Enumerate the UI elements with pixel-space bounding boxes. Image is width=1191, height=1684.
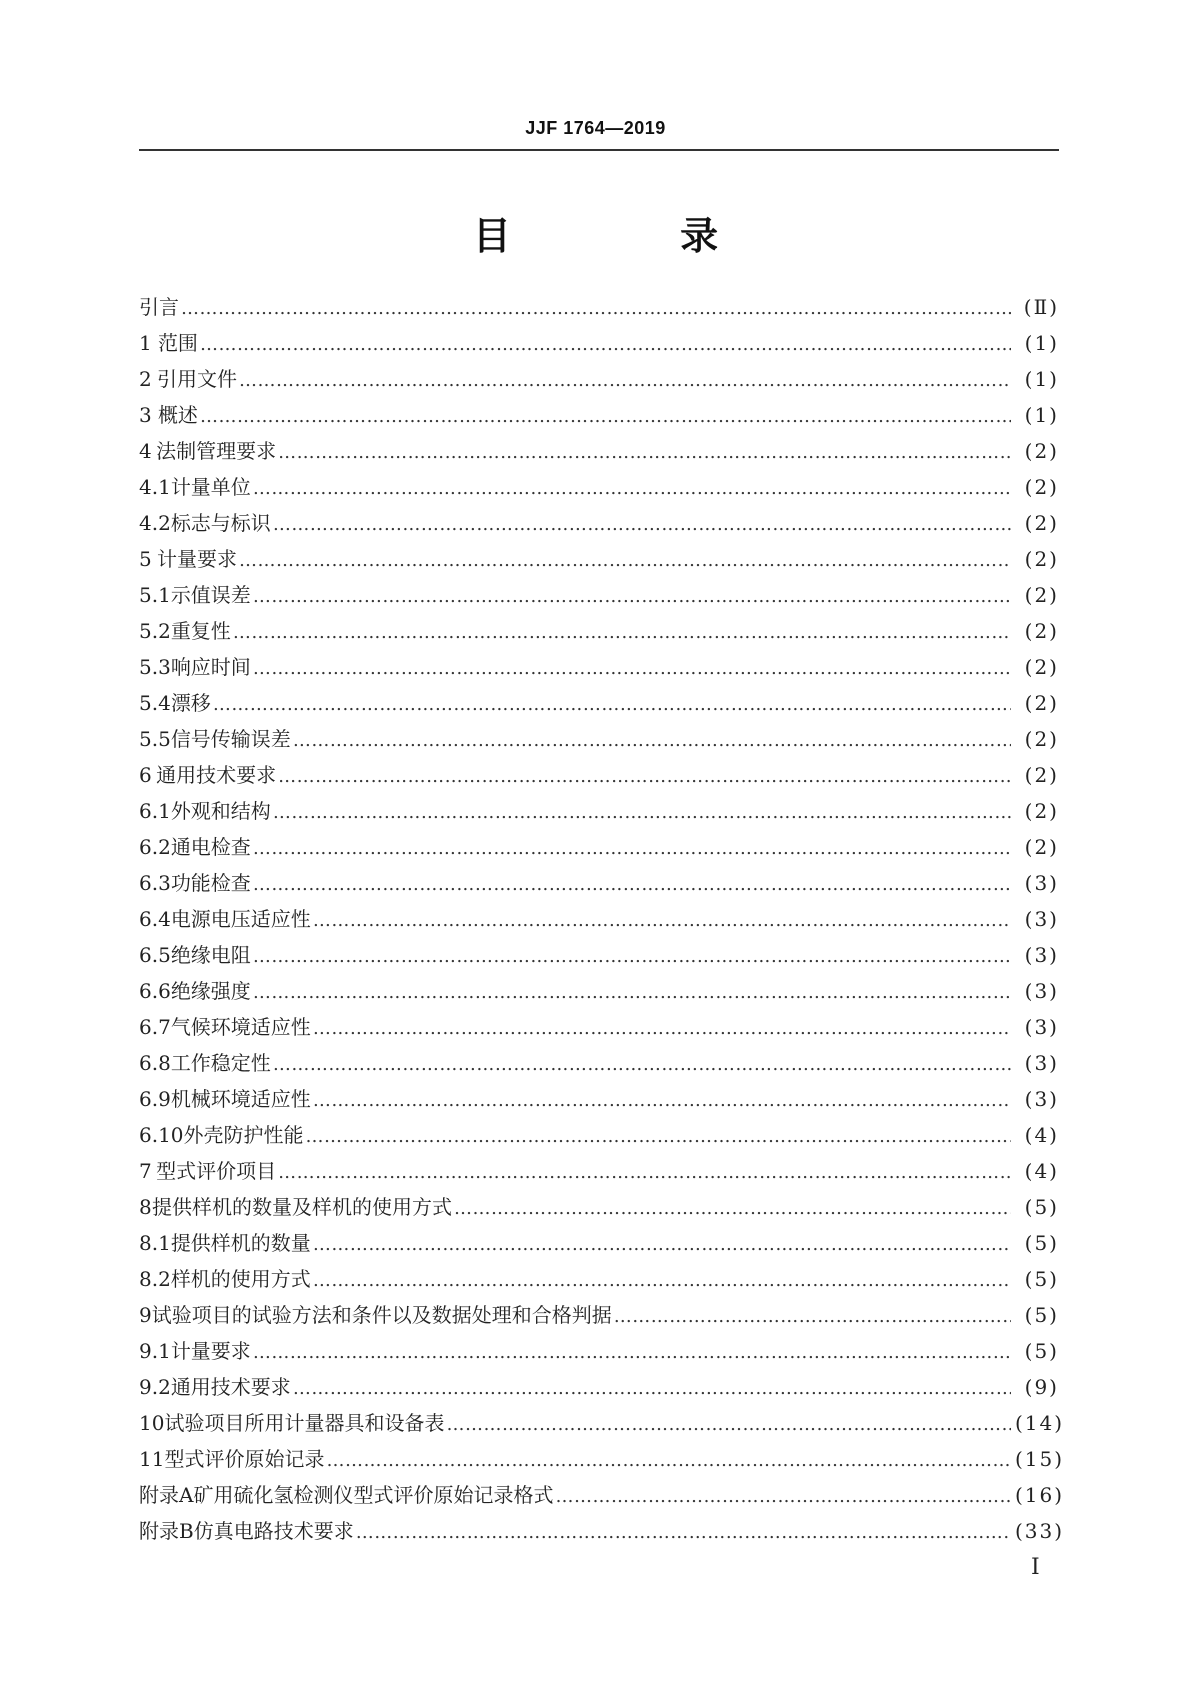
toc-section-title: 试验项目所用计量器具和设备表 [164,1411,445,1435]
toc-leader-dots [614,1299,1011,1335]
toc-section-title: 电源电压适应性 [170,907,311,931]
toc-section-title: 绝缘强度 [170,979,251,1003]
toc-leader-dots [273,1047,1011,1083]
page-number: I [1031,1555,1040,1580]
toc-section-number: 9.1 [139,1339,171,1363]
toc-entry[interactable] [139,1513,1065,1549]
toc-entry[interactable] [139,505,1059,541]
toc-page-number: (5) [1024,1195,1059,1219]
toc-page-number: (3) [1024,943,1059,967]
toc-page-number: (33) [1015,1519,1065,1543]
toc-section-title: 功能检查 [170,871,251,895]
toc-leader-dots [555,1479,1011,1515]
toc-leader-dots [253,975,1011,1011]
toc-entry[interactable] [139,1369,1059,1405]
toc-section-title: 引言 [139,295,179,319]
toc-section-title: 重复性 [170,619,231,643]
toc-section-number: 5.1 [139,583,171,607]
toc-section-number: 6.1 [139,799,171,823]
toc-section-number: 5 [139,547,152,571]
toc-page-number: (9) [1024,1375,1059,1399]
toc-section-title: 范围 [157,331,198,355]
toc-section-number: 1 [139,331,152,355]
toc-entry[interactable] [139,685,1059,721]
document-code: JJF 1764—2019 [525,118,666,138]
toc-section-title: 通电检查 [170,835,251,859]
toc-entry[interactable] [139,397,1059,433]
toc-leader-dots [253,651,1011,687]
toc-page-number: (3) [1024,1051,1059,1075]
toc-section-number: 6.4 [139,907,171,931]
toc-section-title: 仿真电路技术要求 [193,1519,354,1543]
toc-section-title: 样机的使用方式 [170,1267,311,1291]
toc-page-number: (2) [1024,763,1059,787]
toc-page-number: (3) [1024,1015,1059,1039]
toc-entry[interactable] [139,865,1059,901]
toc-page-number: (4) [1024,1159,1059,1183]
toc-section-title: 示值误差 [170,583,251,607]
toc-page-number: (Ⅱ) [1023,295,1059,319]
toc-leader-dots [313,1011,1011,1047]
toc-leader-dots [278,435,1011,471]
toc-section-number: 5.2 [139,619,171,643]
toc-section-number: 6.2 [139,835,171,859]
toc-section-number: 5.4 [139,691,171,715]
toc-section-number: 5.3 [139,655,171,679]
toc-entry[interactable] [139,757,1059,793]
toc-entry[interactable] [139,1045,1059,1081]
toc-section-number: 8.2 [139,1267,171,1291]
toc-leader-dots [253,867,1011,903]
toc-entry[interactable] [139,1117,1059,1153]
toc-page-number: (3) [1024,907,1059,931]
toc-section-title: 提供样机的数量 [170,1231,311,1255]
toc-page-number: (5) [1024,1339,1059,1363]
toc-entry[interactable] [139,829,1059,865]
toc-page-number: (5) [1024,1303,1059,1327]
toc-leader-dots [313,1083,1011,1119]
toc-section-title: 工作稳定性 [170,1051,271,1075]
toc-entry[interactable] [139,1405,1065,1441]
toc-section-number: 6 [139,763,152,787]
toc-page-number: (5) [1024,1267,1059,1291]
toc-leader-dots [326,1443,1011,1479]
toc-page-number: (2) [1024,835,1059,859]
toc-entry[interactable] [139,325,1059,361]
toc-entry[interactable] [139,793,1059,829]
toc-leader-dots [253,831,1011,867]
toc-leader-dots [293,1371,1011,1407]
toc-leader-dots [356,1515,1011,1551]
toc-section-title: 型式评价项目 [156,1159,277,1183]
page-title: 目 录 [472,214,797,258]
toc-page-number: (2) [1024,475,1059,499]
toc-section-title: 计量单位 [170,475,251,499]
toc-page-number: (2) [1024,619,1059,643]
toc-section-title: 通用技术要求 [170,1375,291,1399]
toc-section-number: 8.1 [139,1231,171,1255]
toc-page-number: (1) [1024,367,1059,391]
toc-page-number: (2) [1024,691,1059,715]
toc-page-number: (2) [1024,439,1059,463]
toc-section-title: 漂移 [170,691,211,715]
toc-section-number: 4.1 [139,475,171,499]
toc-section-number: 附录A [139,1483,194,1507]
toc-leader-dots [273,795,1011,831]
toc-section-title: 外观和结构 [170,799,271,823]
header-rule [139,149,1059,151]
toc-page-number: (1) [1024,403,1059,427]
toc-entry[interactable] [139,1441,1065,1477]
toc-entry[interactable] [139,1153,1059,1189]
toc-leader-dots [446,1407,1011,1443]
toc-section-number: 4 [139,439,152,463]
toc-page-number: (2) [1024,547,1059,571]
toc-section-title: 型式评价原始记录 [164,1447,325,1471]
toc-section-title: 提供样机的数量及样机的使用方式 [152,1195,452,1219]
toc-section-title: 引用文件 [157,367,238,391]
table-of-contents [139,289,1065,1549]
toc-section-number: 5.5 [139,727,171,751]
toc-page-number: (15) [1015,1447,1065,1471]
toc-leader-dots [306,1119,1011,1155]
toc-entry[interactable] [139,901,1059,937]
toc-leader-dots [253,1335,1011,1371]
toc-page-number: (2) [1024,799,1059,823]
toc-leader-dots [278,759,1011,795]
toc-section-number: 9.2 [139,1375,171,1399]
toc-section-title: 概述 [157,403,198,427]
toc-section-number: 6.3 [139,871,171,895]
toc-leader-dots [253,579,1011,615]
toc-section-number: 6.7 [139,1015,171,1039]
toc-entry[interactable] [139,469,1059,505]
toc-section-title: 法制管理要求 [156,439,277,463]
toc-leader-dots [253,939,1011,975]
toc-entry[interactable] [139,1189,1059,1225]
toc-entry[interactable] [139,937,1059,973]
toc-leader-dots [313,903,1011,939]
toc-entry[interactable] [139,1333,1059,1369]
toc-section-number: 11 [139,1447,165,1471]
toc-leader-dots [273,507,1011,543]
toc-page-number: (14) [1015,1411,1065,1435]
toc-section-title: 响应时间 [170,655,251,679]
toc-entry[interactable] [139,973,1059,1009]
toc-leader-dots [454,1191,1011,1227]
toc-entry[interactable] [139,1297,1059,1333]
toc-leader-dots [239,363,1011,399]
toc-section-number: 附录B [139,1519,194,1543]
toc-entry[interactable] [139,1261,1059,1297]
toc-entry[interactable] [139,613,1059,649]
toc-leader-dots [233,615,1011,651]
toc-leader-dots [213,687,1011,723]
toc-entry[interactable] [139,1009,1059,1045]
toc-section-title: 试验项目的试验方法和条件以及数据处理和合格判据 [151,1303,612,1327]
toc-page-number: (3) [1024,1087,1059,1111]
toc-section-title: 外壳防护性能 [183,1123,304,1147]
toc-section-number: 4.2 [139,511,171,535]
toc-section-title: 计量要求 [170,1339,251,1363]
toc-leader-dots [253,471,1011,507]
toc-page-number: (3) [1024,979,1059,1003]
toc-section-title: 计量要求 [157,547,238,571]
toc-entry[interactable] [139,433,1059,469]
toc-page-number: (2) [1024,727,1059,751]
toc-section-number: 6.9 [139,1087,171,1111]
toc-entry[interactable] [139,1477,1065,1513]
toc-page-number: (2) [1024,583,1059,607]
toc-section-number: 6.6 [139,979,171,1003]
toc-section-title: 通用技术要求 [156,763,277,787]
toc-section-number: 3 [139,403,152,427]
toc-leader-dots [313,1227,1011,1263]
toc-leader-dots [293,723,1011,759]
toc-leader-dots [278,1155,1011,1191]
toc-entry[interactable] [139,1225,1059,1261]
toc-page-number: (1) [1024,331,1059,355]
toc-entry[interactable] [139,289,1059,325]
toc-section-title: 矿用硫化氢检测仪型式评价原始记录格式 [193,1483,554,1507]
toc-section-number: 6.8 [139,1051,171,1075]
toc-page-number: (2) [1024,511,1059,535]
toc-leader-dots [313,1263,1011,1299]
toc-entry[interactable] [139,361,1059,397]
toc-entry[interactable] [139,649,1059,685]
toc-entry[interactable] [139,541,1059,577]
toc-section-number: 8 [139,1195,152,1219]
toc-section-number: 6.5 [139,943,171,967]
toc-section-title: 气候环境适应性 [170,1015,311,1039]
toc-entry[interactable] [139,577,1059,613]
toc-section-number: 7 [139,1159,152,1183]
toc-leader-dots [200,399,1011,435]
toc-leader-dots [200,327,1011,363]
toc-page-number: (5) [1024,1231,1059,1255]
toc-page-number: (4) [1024,1123,1059,1147]
toc-section-number: 6.10 [139,1123,184,1147]
toc-section-title: 机械环境适应性 [170,1087,311,1111]
toc-section-title: 信号传输误差 [170,727,291,751]
toc-section-number: 9 [139,1303,152,1327]
toc-leader-dots [181,291,1011,327]
toc-section-number: 10 [139,1411,165,1435]
toc-section-number: 2 [139,367,152,391]
toc-page-number: (16) [1015,1483,1065,1507]
toc-page-number: (3) [1024,871,1059,895]
toc-page-number: (2) [1024,655,1059,679]
toc-leader-dots [239,543,1011,579]
toc-section-title: 绝缘电阻 [170,943,251,967]
toc-section-title: 标志与标识 [170,511,271,535]
toc-entry[interactable] [139,1081,1059,1117]
toc-entry[interactable] [139,721,1059,757]
